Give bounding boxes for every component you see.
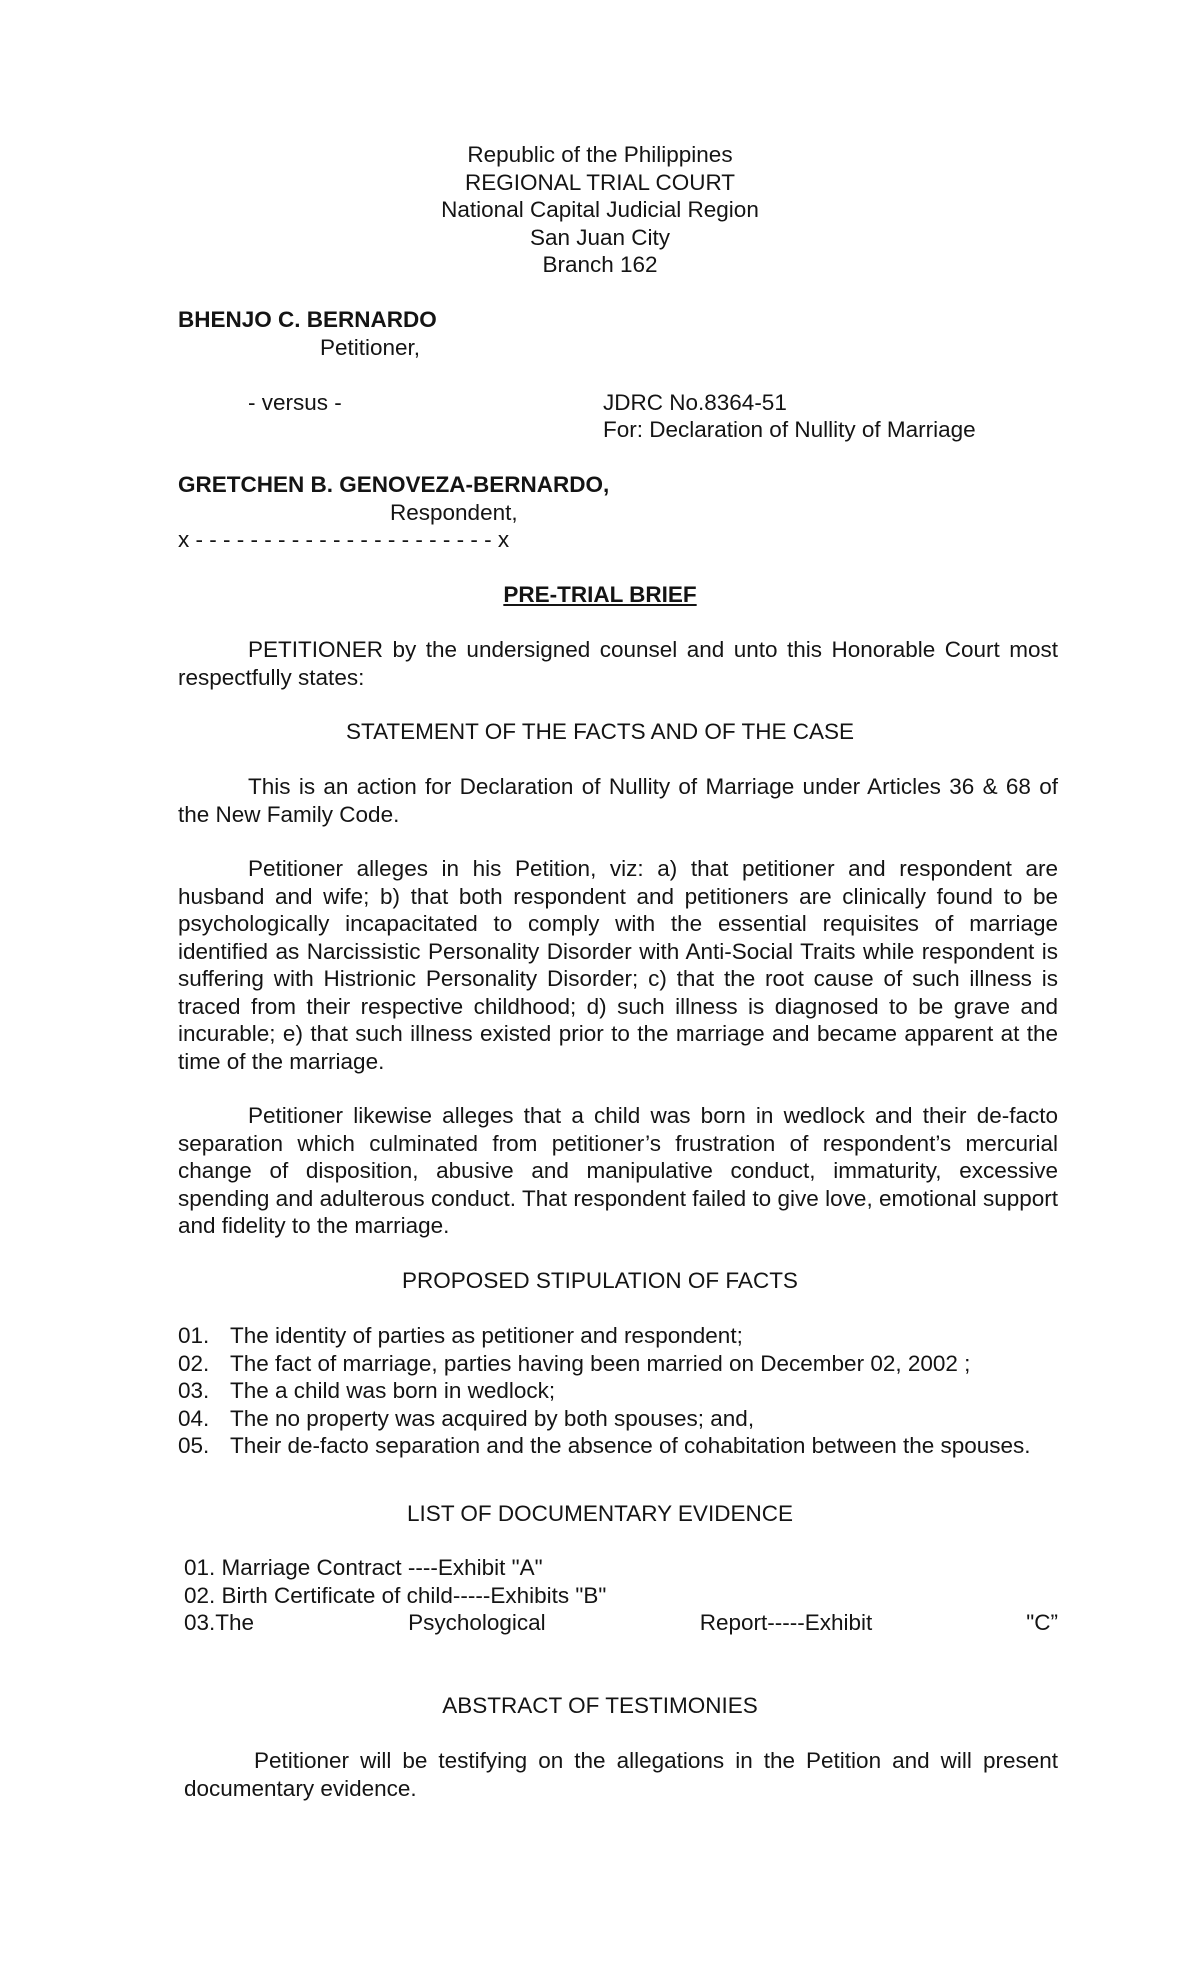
document-title: PRE-TRIAL BRIEF (503, 582, 697, 607)
evidence-item-3 (184, 1609, 1058, 1637)
evidence-item-1: 01. Marriage Contract ----Exhibit "A" (184, 1555, 543, 1580)
court-line-region: National Capital Judicial Region (441, 197, 759, 222)
list-item-text: Their de-facto separation and the absence of cohabitation between the spouses. (230, 1433, 1031, 1458)
respondent-name: GRETCHEN B. GENOVEZA-BERNARDO, (178, 472, 610, 497)
list-item-number: 04. (178, 1405, 210, 1431)
court-line-branch: Branch 162 (542, 252, 658, 277)
list-item (178, 1322, 1058, 1350)
evidence-item-3-part: Psychological (408, 1610, 546, 1635)
court-line-republic: Republic of the Philippines (467, 142, 733, 167)
list-item-number: 02. (178, 1350, 210, 1376)
case-number: JDRC No.8364-51 (603, 390, 787, 415)
statement-heading: STATEMENT OF THE FACTS AND OF THE CASE (346, 719, 854, 744)
testimonies-paragraph: Petitioner will be testifying on the allegations in the Petition and will present documentary evidence. (184, 1748, 1058, 1801)
caption-divider: x - - - - - - - - - - - - - - - - - - - - - - x (178, 527, 510, 552)
petitioner-name: BHENJO C. BERNARDO (178, 307, 437, 332)
list-item (178, 1350, 1058, 1378)
evidence-heading: LIST OF DOCUMENTARY EVIDENCE (407, 1501, 793, 1526)
evidence-item-3-part: Report-----Exhibit (699, 1610, 873, 1635)
statement-paragraph-3: Petitioner likewise alleges that a child was born in wedlock and their de-facto separation which culminated from petitioner’s frustration of respondent’s mercurial change of disposition, abusive and manipulative conduct, immaturity, excessive spending and adulterous conduct. That respondent failed to give love, emotional support and fidelity to the marriage. (178, 1103, 1058, 1238)
court-line-rtc: REGIONAL TRIAL COURT (464, 170, 736, 195)
list-item (178, 1432, 1058, 1460)
evidence-item-3-part: "C” (1026, 1610, 1058, 1635)
list-item-text: The identity of parties as petitioner and respondent; (230, 1323, 743, 1348)
list-item-number: 03. (178, 1378, 210, 1403)
versus-label: - versus - (248, 390, 342, 415)
list-item (178, 1405, 1058, 1433)
intro-paragraph: PETITIONER by the undersigned counsel and unto this Honorable Court most respectfully states: (178, 637, 1058, 690)
list-item-text: The no property was acquired by both spouses; and, (230, 1405, 755, 1431)
list-item (178, 1377, 1058, 1405)
stipulation-list (178, 1322, 1058, 1460)
court-line-city: San Juan City (529, 225, 671, 250)
respondent-role: Respondent, (390, 500, 518, 525)
petitioner-role: Petitioner, (320, 335, 421, 360)
statement-paragraph-2: Petitioner alleges in his Petition, viz: a) that petitioner and respondent are husband and wife; b) that both respondent and petitioners are clinically found to be psychologically incapacitated to comply with the essential requisites of marriage identified as Narcissistic Personality Disorder with Anti-Social Traits while respondent is suffering with Histrionic Personality Disorder; c) that the root cause of such illness is traced from their respective childhood; d) such illness is diagnosed to be grave and incurable; e) that such illness existed prior to the marriage and became apparent at the time of the marriage. (178, 856, 1058, 1074)
evidence-item-3-part: 03.The (184, 1610, 255, 1635)
evidence-item-2: 02. Birth Certificate of child-----Exhibits "B" (184, 1583, 607, 1608)
list-item-number: 01. (178, 1323, 210, 1348)
statement-paragraph-1: This is an action for Declaration of Nullity of Marriage under Articles 36 & 68 of the New Family Code. (178, 774, 1058, 827)
stipulation-heading: PROPOSED STIPULATION OF FACTS (402, 1268, 798, 1293)
list-item-number: 05. (178, 1433, 210, 1458)
list-item-text: The fact of marriage, parties having been married on December 02, 2002 ; (230, 1350, 971, 1376)
case-for: For: Declaration of Nullity of Marriage (603, 417, 976, 442)
list-item-text: The a child was born in wedlock; (230, 1378, 556, 1403)
testimonies-heading: ABSTRACT OF TESTIMONIES (442, 1693, 758, 1718)
